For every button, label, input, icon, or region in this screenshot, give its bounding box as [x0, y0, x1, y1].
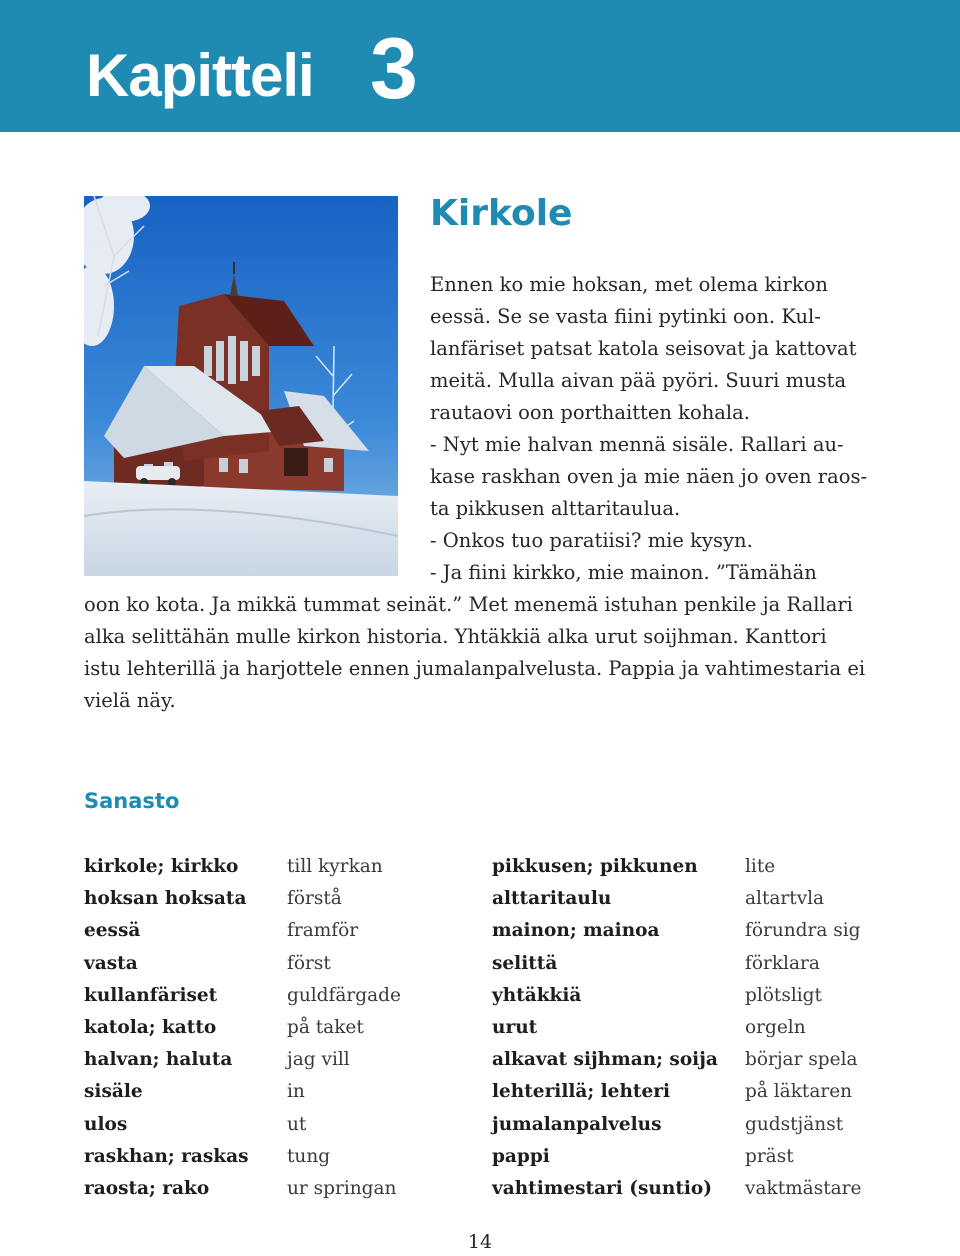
swedish-translation: guldfärgade: [287, 985, 401, 1006]
vocabulary-row: [0, 1109, 960, 1141]
story-line: istu lehterillä ja harjottele ennen jumalanpalvelusta. Pappia ja vahtimestaria ei: [84, 657, 866, 680]
story-line: Ennen ko mie hoksan, met olema kirkon: [430, 273, 828, 296]
vocabulary-row: [0, 1012, 960, 1044]
finnish-term: pikkusen; pikkunen: [492, 856, 698, 877]
swedish-translation: förstå: [287, 888, 342, 909]
story-line: oon ko kota. Ja mikkä tummat seinät.” Met menemä istuhan penkile ja Rallari: [84, 593, 853, 616]
vocabulary-heading: Sanasto: [84, 789, 180, 813]
swedish-translation: börjar spela: [745, 1049, 858, 1070]
swedish-translation: präst: [745, 1146, 794, 1167]
story-line: eessä. Se se vasta fiini pytinki oon. Kul-: [430, 305, 821, 328]
vocabulary-row: [0, 1044, 960, 1076]
finnish-term: vahtimestari (suntio): [492, 1178, 713, 1199]
finnish-term: mainon; mainoa: [492, 920, 660, 941]
swedish-translation: på läktaren: [745, 1081, 853, 1102]
vocabulary-row: [0, 883, 960, 915]
finnish-term: kirkole; kirkko: [84, 856, 239, 877]
finnish-term: raosta; rako: [84, 1178, 210, 1199]
swedish-translation: gudstjänst: [745, 1114, 844, 1135]
swedish-translation: till kyrkan: [287, 856, 383, 877]
story-line: - Onkos tuo paratiisi? mie kysyn.: [430, 529, 753, 552]
finnish-term: alttaritaulu: [492, 888, 612, 909]
swedish-translation: orgeln: [745, 1017, 806, 1038]
swedish-translation: in: [287, 1081, 305, 1102]
story-line: meitä. Mulla aivan pää pyöri. Suuri musta: [430, 369, 847, 392]
vocabulary-row: [0, 915, 960, 947]
vocabulary-row: [0, 948, 960, 980]
swedish-translation: tung: [287, 1146, 331, 1167]
finnish-term: vasta: [84, 953, 138, 974]
section-title: Kirkole: [430, 193, 573, 234]
story-line: ta pikkusen alttaritaulua.: [430, 497, 681, 520]
finnish-term: sisäle: [84, 1081, 143, 1102]
finnish-term: lehterillä; lehteri: [492, 1081, 670, 1102]
swedish-translation: lite: [745, 856, 776, 877]
chapter-banner: [0, 0, 960, 132]
story-line: alka selittähän mulle kirkon historia. Yhtäkkiä alka urut soijhman. Kanttori: [84, 625, 827, 648]
vocabulary-row: [0, 1173, 960, 1205]
church-photo: [84, 196, 398, 576]
page-number: 14: [467, 1231, 493, 1253]
finnish-term: pappi: [492, 1146, 550, 1167]
vocabulary-row: [0, 1141, 960, 1173]
swedish-translation: ut: [287, 1114, 307, 1135]
finnish-term: kullanfäriset: [84, 985, 218, 1006]
finnish-term: urut: [492, 1017, 538, 1038]
story-line: lanfäriset patsat katola seisovat ja kattovat: [430, 337, 857, 360]
swedish-translation: altartvla: [745, 888, 825, 909]
vocabulary-row: [0, 980, 960, 1012]
finnish-term: alkavat sijhman; soija: [492, 1049, 718, 1070]
finnish-term: ulos: [84, 1114, 128, 1135]
finnish-term: hoksan hoksata: [84, 888, 247, 909]
finnish-term: halvan; haluta: [84, 1049, 233, 1070]
swedish-translation: förklara: [745, 953, 820, 974]
finnish-term: selittä: [492, 953, 558, 974]
swedish-translation: vaktmästare: [745, 1178, 862, 1199]
swedish-translation: framför: [287, 920, 359, 941]
finnish-term: yhtäkkiä: [492, 985, 582, 1006]
vocabulary-row: [0, 851, 960, 883]
swedish-translation: ur springan: [287, 1178, 397, 1199]
chapter-number: 3: [370, 21, 418, 117]
swedish-translation: plötsligt: [745, 985, 822, 1006]
finnish-term: raskhan; raskas: [84, 1146, 249, 1167]
finnish-term: katola; katto: [84, 1017, 217, 1038]
swedish-translation: jag vill: [287, 1049, 350, 1070]
chapter-label: Kapitteli: [86, 42, 314, 109]
story-line: rautaovi oon porthaitten kohala.: [430, 401, 750, 424]
vocabulary-row: [0, 1076, 960, 1108]
finnish-term: eessä: [84, 920, 141, 941]
swedish-translation: på taket: [287, 1017, 364, 1038]
story-line: - Nyt mie halvan mennä sisäle. Rallari au-: [430, 433, 844, 456]
swedish-translation: först: [287, 953, 331, 974]
story-line: vielä näy.: [84, 689, 176, 712]
finnish-term: jumalanpalvelus: [492, 1114, 662, 1135]
story-line: kase raskhan oven ja mie näen jo oven raos-: [430, 465, 868, 488]
swedish-translation: förundra sig: [745, 920, 861, 941]
story-line: - Ja fiini kirkko, mie mainon. ”Tämähän: [430, 561, 817, 584]
